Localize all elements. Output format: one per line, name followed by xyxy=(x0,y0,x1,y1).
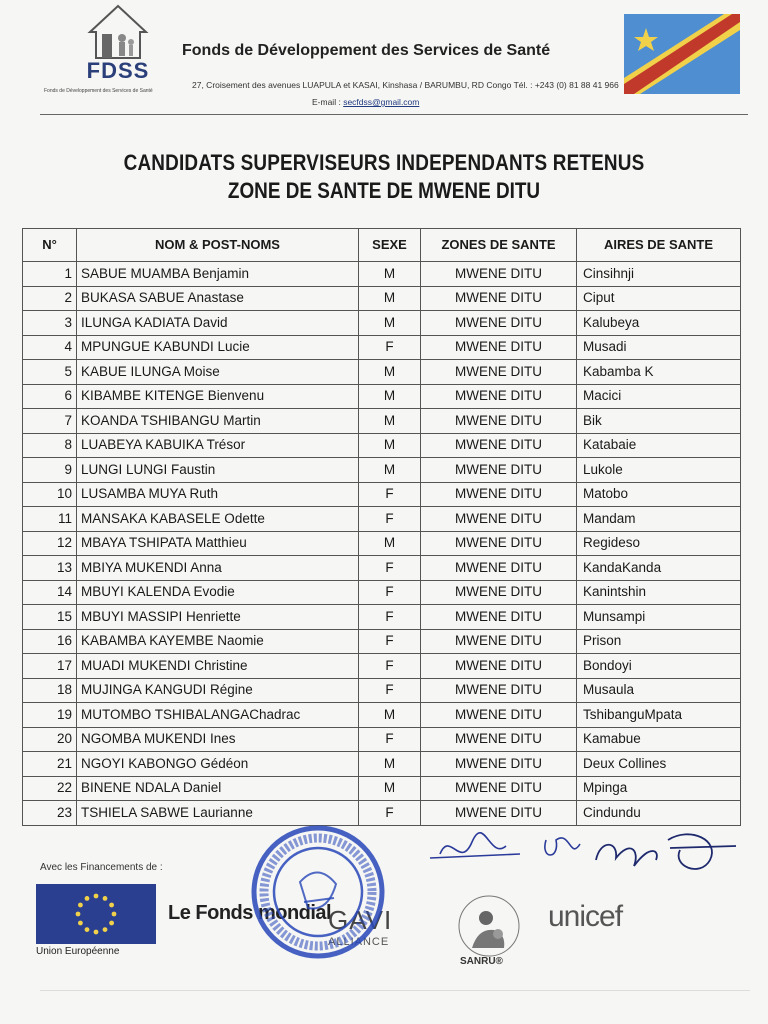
health-area: KandaKanda xyxy=(577,556,741,581)
candidate-sex: M xyxy=(359,458,421,483)
health-area: Prison xyxy=(577,629,741,654)
candidate-sex: M xyxy=(359,531,421,556)
health-area: Katabaie xyxy=(577,433,741,458)
row-number: 17 xyxy=(23,654,77,679)
row-number: 2 xyxy=(23,286,77,311)
health-area: Matobo xyxy=(577,482,741,507)
email-link[interactable]: secfdss@gmail.com xyxy=(343,97,420,107)
candidate-name: MUJINGA KANGUDI Régine xyxy=(77,678,359,703)
table-row xyxy=(23,507,741,532)
row-number: 8 xyxy=(23,433,77,458)
organization-email xyxy=(312,97,419,107)
health-area: Musadi xyxy=(577,335,741,360)
candidate-sex: M xyxy=(359,703,421,728)
signatures-icon xyxy=(420,820,740,890)
candidate-name: MBIYA MUKENDI Anna xyxy=(77,556,359,581)
health-zone: MWENE DITU xyxy=(421,605,577,630)
health-area: Mandam xyxy=(577,507,741,532)
health-zone: MWENE DITU xyxy=(421,409,577,434)
document-subtitle: ZONE DE SANTE DE MWENE DITU xyxy=(227,178,541,203)
health-area: Bik xyxy=(577,409,741,434)
candidate-name: LUABEYA KABUIKA Trésor xyxy=(77,433,359,458)
eu-label: Union Européenne xyxy=(36,946,120,957)
table-row xyxy=(23,605,741,630)
health-zone: MWENE DITU xyxy=(421,286,577,311)
table-row xyxy=(23,286,741,311)
table-row xyxy=(23,531,741,556)
candidate-name: ILUNGA KADIATA David xyxy=(77,311,359,336)
row-number: 20 xyxy=(23,727,77,752)
candidate-sex: M xyxy=(359,311,421,336)
candidate-sex: M xyxy=(359,360,421,385)
candidate-name: LUSAMBA MUYA Ruth xyxy=(77,482,359,507)
candidate-name: KOANDA TSHIBANGU Martin xyxy=(77,409,359,434)
candidate-name: MANSAKA KABASELE Odette xyxy=(77,507,359,532)
row-number: 10 xyxy=(23,482,77,507)
health-zone: MWENE DITU xyxy=(421,752,577,777)
health-area: Bondoyi xyxy=(577,654,741,679)
candidate-sex: F xyxy=(359,727,421,752)
table-row xyxy=(23,654,741,679)
health-zone: MWENE DITU xyxy=(421,482,577,507)
candidate-name: MUTOMBO TSHIBALANGAChadrac xyxy=(77,703,359,728)
official-stamp-icon xyxy=(248,822,388,962)
candidate-name: SABUE MUAMBA Benjamin xyxy=(77,262,359,287)
row-number: 1 xyxy=(23,262,77,287)
health-area: Kalubeya xyxy=(577,311,741,336)
row-number: 11 xyxy=(23,507,77,532)
candidate-name: MBUYI KALENDA Evodie xyxy=(77,580,359,605)
candidate-sex: F xyxy=(359,556,421,581)
header-sex: SEXE xyxy=(359,229,421,262)
health-zone: MWENE DITU xyxy=(421,384,577,409)
health-zone: MWENE DITU xyxy=(421,801,577,826)
gavi-name: GAVI xyxy=(328,905,393,935)
health-zone: MWENE DITU xyxy=(421,727,577,752)
table-row xyxy=(23,703,741,728)
house-family-icon xyxy=(84,2,152,60)
email-label: E-mail : xyxy=(312,97,341,107)
health-area: Lukole xyxy=(577,458,741,483)
health-area: Cinsihnji xyxy=(577,262,741,287)
table-row xyxy=(23,360,741,385)
organization-address: 27, Croisement des avenues LUAPULA et KASAI, Kinshasa / BARUMBU, RD Congo Tél. : +243 (0) 81 88 41 966 xyxy=(192,80,619,90)
candidate-sex: F xyxy=(359,801,421,826)
table-row xyxy=(23,580,741,605)
candidate-name: MBAYA TSHIPATA Matthieu xyxy=(77,531,359,556)
health-zone: MWENE DITU xyxy=(421,580,577,605)
candidate-name: BUKASA SABUE Anastase xyxy=(77,286,359,311)
health-zone: MWENE DITU xyxy=(421,703,577,728)
candidate-sex: M xyxy=(359,384,421,409)
table-row xyxy=(23,384,741,409)
table-body xyxy=(23,262,741,826)
table-row xyxy=(23,482,741,507)
candidate-sex: M xyxy=(359,262,421,287)
table-row xyxy=(23,752,741,777)
candidate-name: NGOYI KABONGO Gédéon xyxy=(77,752,359,777)
table-row xyxy=(23,458,741,483)
gavi-sub: ALLIANCE xyxy=(328,936,390,948)
health-zone: MWENE DITU xyxy=(421,458,577,483)
logo-subtitle: Fonds de Développement des Services de Santé xyxy=(44,88,153,94)
health-zone: MWENE DITU xyxy=(421,776,577,801)
health-area: Ciput xyxy=(577,286,741,311)
health-zone: MWENE DITU xyxy=(421,678,577,703)
table-row xyxy=(23,311,741,336)
candidate-name: NGOMBA MUKENDI Ines xyxy=(77,727,359,752)
health-zone: MWENE DITU xyxy=(421,262,577,287)
table-row xyxy=(23,629,741,654)
health-zone: MWENE DITU xyxy=(421,629,577,654)
footer-divider xyxy=(40,990,750,991)
candidate-name: KABUE ILUNGA Moise xyxy=(77,360,359,385)
health-zone: MWENE DITU xyxy=(421,311,577,336)
table-row xyxy=(23,678,741,703)
header-name: NOM & POST-NOMS xyxy=(77,229,359,262)
table-row xyxy=(23,776,741,801)
row-number: 21 xyxy=(23,752,77,777)
row-number: 12 xyxy=(23,531,77,556)
fdss-logo xyxy=(78,2,158,86)
health-area: Mpinga xyxy=(577,776,741,801)
row-number: 13 xyxy=(23,556,77,581)
candidate-name: MPUNGUE KABUNDI Lucie xyxy=(77,335,359,360)
candidate-sex: F xyxy=(359,605,421,630)
candidate-sex: F xyxy=(359,580,421,605)
candidate-name: LUNGI LUNGI Faustin xyxy=(77,458,359,483)
table-row xyxy=(23,727,741,752)
candidate-sex: F xyxy=(359,654,421,679)
funding-label: Avec les Financements de : xyxy=(40,862,163,873)
table-row xyxy=(23,409,741,434)
health-area: Kanintshin xyxy=(577,580,741,605)
health-zone: MWENE DITU xyxy=(421,360,577,385)
row-number: 16 xyxy=(23,629,77,654)
row-number: 9 xyxy=(23,458,77,483)
row-number: 15 xyxy=(23,605,77,630)
header-divider xyxy=(40,114,748,115)
row-number: 5 xyxy=(23,360,77,385)
logo-text: FDSS xyxy=(86,58,150,83)
candidate-sex: F xyxy=(359,507,421,532)
header-number: N° xyxy=(23,229,77,262)
table-header-row xyxy=(23,229,741,262)
candidate-sex: M xyxy=(359,409,421,434)
health-zone: MWENE DITU xyxy=(421,433,577,458)
health-zone: MWENE DITU xyxy=(421,531,577,556)
global-fund-name: Le Fonds mondial xyxy=(168,902,332,924)
health-area: Musaula xyxy=(577,678,741,703)
health-area: Kamabue xyxy=(577,727,741,752)
candidate-sex: M xyxy=(359,776,421,801)
row-number: 22 xyxy=(23,776,77,801)
health-area: TshibanguMpata xyxy=(577,703,741,728)
unicef-logo: unicef xyxy=(548,900,623,933)
health-zone: MWENE DITU xyxy=(421,654,577,679)
candidate-sex: M xyxy=(359,433,421,458)
health-area: Cindundu xyxy=(577,801,741,826)
candidate-name: MUADI MUKENDI Christine xyxy=(77,654,359,679)
health-area: Kabamba K xyxy=(577,360,741,385)
health-area: Deux Collines xyxy=(577,752,741,777)
row-number: 6 xyxy=(23,384,77,409)
candidate-name: BINENE NDALA Daniel xyxy=(77,776,359,801)
row-number: 3 xyxy=(23,311,77,336)
row-number: 23 xyxy=(23,801,77,826)
header-area: AIRES DE SANTE xyxy=(577,229,741,262)
health-area: Munsampi xyxy=(577,605,741,630)
candidate-sex: F xyxy=(359,678,421,703)
table-row xyxy=(23,335,741,360)
candidate-sex: F xyxy=(359,335,421,360)
row-number: 7 xyxy=(23,409,77,434)
table-row xyxy=(23,262,741,287)
candidate-name: KIBAMBE KITENGE Bienvenu xyxy=(77,384,359,409)
header-zone: ZONES DE SANTE xyxy=(421,229,577,262)
health-zone: MWENE DITU xyxy=(421,556,577,581)
table-row xyxy=(23,556,741,581)
row-number: 4 xyxy=(23,335,77,360)
candidate-sex: M xyxy=(359,286,421,311)
health-area: Regideso xyxy=(577,531,741,556)
candidate-sex: M xyxy=(359,752,421,777)
candidates-table xyxy=(22,228,741,826)
row-number: 14 xyxy=(23,580,77,605)
document-title: CANDIDATS SUPERVISEURS INDEPENDANTS RETENUS xyxy=(123,150,645,175)
sanru-label: SANRU® xyxy=(460,956,503,967)
candidate-sex: F xyxy=(359,482,421,507)
drc-flag-icon xyxy=(624,14,740,94)
eu-flag-icon xyxy=(36,884,156,944)
candidate-name: KABAMBA KAYEMBE Naomie xyxy=(77,629,359,654)
table-row xyxy=(23,433,741,458)
candidate-sex: F xyxy=(359,629,421,654)
health-zone: MWENE DITU xyxy=(421,507,577,532)
organization-name: Fonds de Développement des Services de Santé xyxy=(182,42,551,59)
health-area: Macici xyxy=(577,384,741,409)
candidate-name: MBUYI MASSIPI Henriette xyxy=(77,605,359,630)
health-zone: MWENE DITU xyxy=(421,335,577,360)
candidate-name: TSHIELA SABWE Laurianne xyxy=(77,801,359,826)
row-number: 18 xyxy=(23,678,77,703)
row-number: 19 xyxy=(23,703,77,728)
